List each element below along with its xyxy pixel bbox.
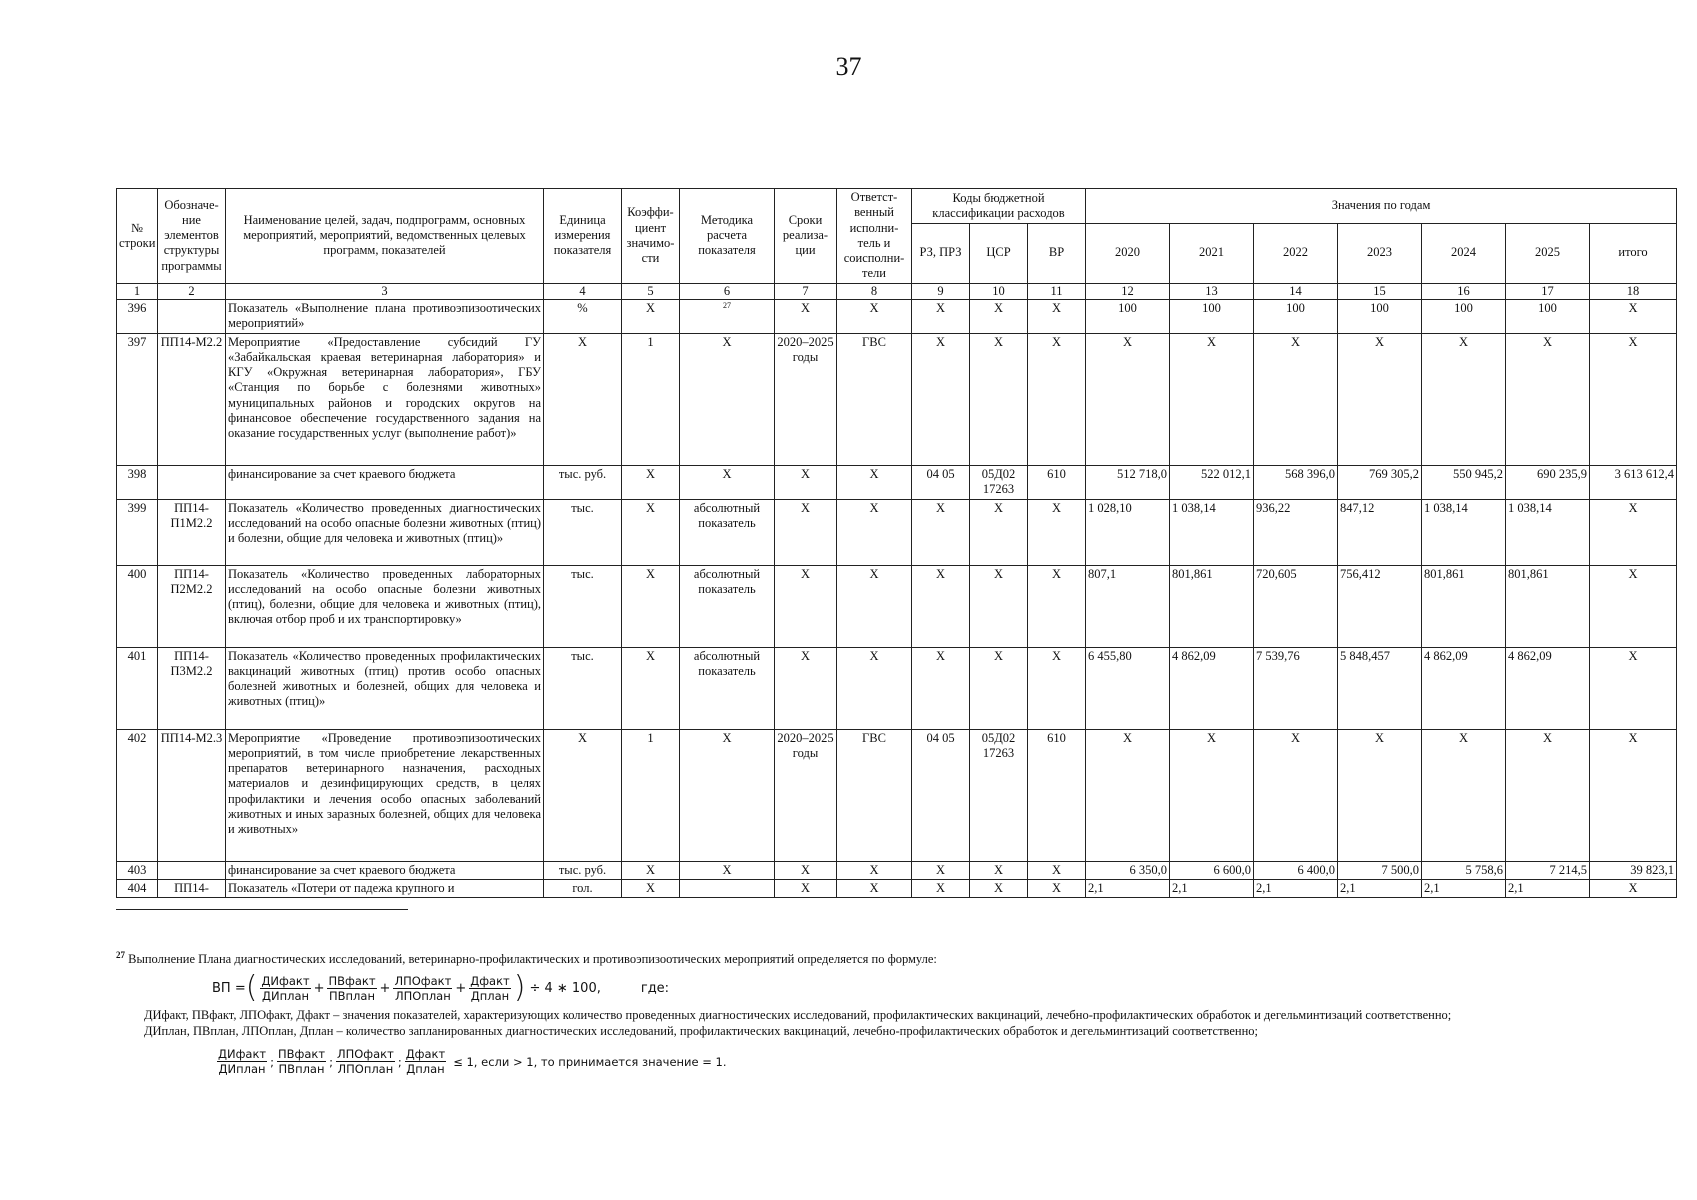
total-value: X bbox=[1590, 879, 1677, 897]
header-year: 2025 bbox=[1506, 223, 1590, 283]
year-value: 1 038,14 bbox=[1170, 499, 1254, 565]
fraction: $\frac{\text{ПВфакт}}{\text{ПВплан}}$ bbox=[278, 1047, 326, 1076]
header-total: итого bbox=[1590, 223, 1677, 283]
element-code: ПП14- bbox=[158, 879, 226, 897]
fraction: $\frac{\text{Дфакт}}{\text{Дплан}}$ bbox=[470, 973, 510, 1003]
term: X bbox=[775, 879, 837, 897]
header-year-values: Значения по годам bbox=[1086, 189, 1677, 224]
responsible: X bbox=[837, 879, 912, 897]
fraction: $\frac{\text{ЛПОфакт}}{\text{ЛПОплан}}$ bbox=[336, 1047, 394, 1076]
fraction: $\frac{\text{ЛПОфакт}}{\text{ЛПОплан}}$ bbox=[394, 973, 452, 1003]
year-value: 801,861 bbox=[1170, 565, 1254, 647]
header-csr: ЦСР bbox=[970, 223, 1028, 283]
coefficient: X bbox=[622, 861, 680, 879]
year-value: 1 038,14 bbox=[1506, 499, 1590, 565]
term: X bbox=[775, 465, 837, 499]
row-number: 400 bbox=[117, 565, 158, 647]
condition-formula: $\frac{\text{ДИфакт}}{\text{ДИплан}}$ ; $\frac{\text{ПВфакт}}{\text{ПВплан}}$ ; $\frac{\text{ЛПОфакт}}{\text{ЛПОплан}}$ ; $\frac{\text{Дфакт}}{\text{Дплан}}$ ≤ 1, если > 1, то принимается значение = 1. bbox=[218, 1047, 727, 1076]
element-code bbox=[158, 465, 226, 499]
column-number: 8 bbox=[837, 283, 912, 299]
year-value: 2,1 bbox=[1086, 879, 1170, 897]
term: X bbox=[775, 565, 837, 647]
year-value: 100 bbox=[1170, 299, 1254, 333]
year-value: 2,1 bbox=[1422, 879, 1506, 897]
csr-code: X bbox=[970, 879, 1028, 897]
coefficient: X bbox=[622, 299, 680, 333]
coefficient: X bbox=[622, 879, 680, 897]
column-number: 9 bbox=[912, 283, 970, 299]
coefficient: X bbox=[622, 565, 680, 647]
responsible: X bbox=[837, 499, 912, 565]
coefficient: X bbox=[622, 499, 680, 565]
element-code: ПП14-П1М2.2 bbox=[158, 499, 226, 565]
total-value: X bbox=[1590, 729, 1677, 861]
table-row bbox=[117, 647, 1677, 729]
responsible: ГВС bbox=[837, 333, 912, 465]
header-year: 2023 bbox=[1338, 223, 1422, 283]
year-value: 512 718,0 bbox=[1086, 465, 1170, 499]
year-value: X bbox=[1422, 333, 1506, 465]
vr-code: X bbox=[1028, 879, 1086, 897]
column-number: 17 bbox=[1506, 283, 1590, 299]
year-value: X bbox=[1506, 729, 1590, 861]
header-rz: РЗ, ПРЗ bbox=[912, 223, 970, 283]
year-value: 5 758,6 bbox=[1422, 861, 1506, 879]
year-value: 1 028,10 bbox=[1086, 499, 1170, 565]
formula-where: где: bbox=[640, 980, 670, 996]
header-year: 2024 bbox=[1422, 223, 1506, 283]
year-value: X bbox=[1170, 333, 1254, 465]
year-value: 7 214,5 bbox=[1506, 861, 1590, 879]
fraction: $\frac{\text{Дфакт}}{\text{Дплан}}$ bbox=[405, 1047, 446, 1076]
method: X bbox=[680, 465, 775, 499]
responsible: X bbox=[837, 565, 912, 647]
rz-code: 04 05 bbox=[912, 465, 970, 499]
year-value: 2,1 bbox=[1254, 879, 1338, 897]
explanation-fact: ДИфакт, ПВфакт, ЛПОфакт, Дфакт – значения показателей, характеризующих количество проведенных диагностических исследований, профилактических вакцинаций, лечебно-профилактических обработок и дегельминтизаций соответственно; bbox=[144, 1008, 1452, 1022]
year-value: X bbox=[1086, 729, 1170, 861]
year-value: X bbox=[1254, 729, 1338, 861]
column-number: 18 bbox=[1590, 283, 1677, 299]
method: абсолютный показатель bbox=[680, 499, 775, 565]
item-name: Показатель «Выполнение плана противоэпизоотических мероприятий» bbox=[226, 299, 544, 333]
year-value: 807,1 bbox=[1086, 565, 1170, 647]
vr-code: 610 bbox=[1028, 465, 1086, 499]
header-responsible: Ответст-венный исполни-тель и соисполни-тели bbox=[837, 189, 912, 284]
column-number: 4 bbox=[544, 283, 622, 299]
responsible: X bbox=[837, 299, 912, 333]
year-value: 936,22 bbox=[1254, 499, 1338, 565]
total-value: 3 613 612,4 bbox=[1590, 465, 1677, 499]
header-row-number: № строки bbox=[117, 189, 158, 284]
vr-code: X bbox=[1028, 647, 1086, 729]
coefficient: X bbox=[622, 465, 680, 499]
term: X bbox=[775, 299, 837, 333]
method bbox=[680, 299, 775, 333]
total-value: 39 823,1 bbox=[1590, 861, 1677, 879]
header-element-code: Обозначе-ние элементов структуры программы bbox=[158, 189, 226, 284]
header-year: 2021 bbox=[1170, 223, 1254, 283]
column-number: 12 bbox=[1086, 283, 1170, 299]
year-value: 4 862,09 bbox=[1170, 647, 1254, 729]
year-value: 2,1 bbox=[1506, 879, 1590, 897]
page-number: 37 bbox=[835, 52, 862, 81]
column-number: 5 bbox=[622, 283, 680, 299]
formula-tail: ÷ 4 ∗ 100, bbox=[529, 980, 601, 996]
year-value: 6 455,80 bbox=[1086, 647, 1170, 729]
csr-code: X bbox=[970, 299, 1028, 333]
responsible: X bbox=[837, 465, 912, 499]
method: X bbox=[680, 729, 775, 861]
year-value: 5 848,457 bbox=[1338, 647, 1422, 729]
column-number: 16 bbox=[1422, 283, 1506, 299]
term: X bbox=[775, 861, 837, 879]
column-number: 7 bbox=[775, 283, 837, 299]
table-row bbox=[117, 499, 1677, 565]
year-value: 6 400,0 bbox=[1254, 861, 1338, 879]
item-name: Мероприятие «Проведение противоэпизоотических мероприятий, в том числе приобретение лекарственных препаратов ветеринарного назначения, расходных материалов и дезинфицирующих средств, в целях профилактики и лечения особо опасных заболеваний животных и иных заразных болезней, общих для человека и животных» bbox=[226, 729, 544, 861]
column-number: 3 bbox=[226, 283, 544, 299]
fraction: $\frac{\text{ДИфакт}}{\text{ДИплан}}$ bbox=[218, 1047, 267, 1076]
year-value: 100 bbox=[1506, 299, 1590, 333]
total-value: X bbox=[1590, 333, 1677, 465]
unit: тыс. bbox=[544, 499, 622, 565]
term: 2020–2025 годы bbox=[775, 729, 837, 861]
row-number: 398 bbox=[117, 465, 158, 499]
year-value: 6 600,0 bbox=[1170, 861, 1254, 879]
rz-code: X bbox=[912, 879, 970, 897]
header-name: Наименование целей, задач, подпрограмм, основных мероприятий, мероприятий, ведомственных целевых программ, показателей bbox=[226, 189, 544, 284]
total-value: X bbox=[1590, 565, 1677, 647]
column-number-row bbox=[117, 283, 1677, 299]
year-value: X bbox=[1170, 729, 1254, 861]
element-code bbox=[158, 861, 226, 879]
header-method: Методика расчета показателя bbox=[680, 189, 775, 284]
year-value: 801,861 bbox=[1422, 565, 1506, 647]
csr-code: X bbox=[970, 861, 1028, 879]
vr-code: X bbox=[1028, 861, 1086, 879]
header-coefficient: Коэффи-циент значимо-сти bbox=[622, 189, 680, 284]
item-name: Показатель «Количество проведенных лабораторных исследований на особо опасные болезни животных (птиц), болезни, общие для человека и животных (птиц), включая отбор проб и их транспортировку» bbox=[226, 565, 544, 647]
csr-code: X bbox=[970, 333, 1028, 465]
coefficient: 1 bbox=[622, 333, 680, 465]
fraction: $\frac{\text{ДИфакт}}{\text{ДИплан}}$ bbox=[261, 973, 310, 1003]
row-number: 401 bbox=[117, 647, 158, 729]
indicators-table bbox=[116, 188, 1677, 898]
year-value: 6 350,0 bbox=[1086, 861, 1170, 879]
year-value: 2,1 bbox=[1170, 879, 1254, 897]
unit: % bbox=[544, 299, 622, 333]
element-code: ПП14-П3М2.2 bbox=[158, 647, 226, 729]
row-number: 399 bbox=[117, 499, 158, 565]
unit: тыс. руб. bbox=[544, 861, 622, 879]
footnote-ref: 27 bbox=[723, 300, 731, 310]
row-number: 403 bbox=[117, 861, 158, 879]
header-term: Сроки реализа-ции bbox=[775, 189, 837, 284]
header-year: 2022 bbox=[1254, 223, 1338, 283]
year-value: 720,605 bbox=[1254, 565, 1338, 647]
unit: тыс. bbox=[544, 647, 622, 729]
responsible: X bbox=[837, 861, 912, 879]
vr-code: X bbox=[1028, 565, 1086, 647]
table-row bbox=[117, 861, 1677, 879]
item-name: Показатель «Потери от падежа крупного и bbox=[226, 879, 544, 897]
rz-code: X bbox=[912, 647, 970, 729]
year-value: X bbox=[1086, 333, 1170, 465]
year-value: 7 500,0 bbox=[1338, 861, 1422, 879]
header-vr: ВР bbox=[1028, 223, 1086, 283]
method: X bbox=[680, 333, 775, 465]
csr-code: X bbox=[970, 565, 1028, 647]
row-number: 396 bbox=[117, 299, 158, 333]
year-value: 2,1 bbox=[1338, 879, 1422, 897]
method: абсолютный показатель bbox=[680, 565, 775, 647]
explanation-plan: ДИплан, ПВплан, ЛПОплан, Дплан – количество запланированных диагностических исследований, профилактических вакцинаций, лечебно-профилактических обработок и дегельминтизаций соответственно; bbox=[144, 1024, 1259, 1039]
column-number: 6 bbox=[680, 283, 775, 299]
column-number: 13 bbox=[1170, 283, 1254, 299]
year-value: 100 bbox=[1338, 299, 1422, 333]
year-value: 100 bbox=[1254, 299, 1338, 333]
element-code bbox=[158, 299, 226, 333]
year-value: 4 862,09 bbox=[1506, 647, 1590, 729]
row-number: 397 bbox=[117, 333, 158, 465]
column-number: 11 bbox=[1028, 283, 1086, 299]
csr-code: 05Д02 17263 bbox=[970, 465, 1028, 499]
item-name: Мероприятие «Предоставление субсидий ГУ «Забайкальская краевая ветеринарная лаборатория» и КГУ «Окружная ветеринарная лаборатория», ГБУ «Станция по борьбе с болезнями животных» муниципальных районов и городских округов на финансовое обеспечение государственного задания на оказание государственных услуг (выполнение работ)» bbox=[226, 333, 544, 465]
vr-code: X bbox=[1028, 499, 1086, 565]
footnote bbox=[116, 950, 1676, 967]
item-name: финансирование за счет краевого бюджета bbox=[226, 465, 544, 499]
year-value: 1 038,14 bbox=[1422, 499, 1506, 565]
csr-code: X bbox=[970, 499, 1028, 565]
year-value: X bbox=[1422, 729, 1506, 861]
year-value: 522 012,1 bbox=[1170, 465, 1254, 499]
year-value: 7 539,76 bbox=[1254, 647, 1338, 729]
formula-lhs: ВП = bbox=[212, 980, 246, 996]
item-name: Показатель «Количество проведенных диагностических исследований на особо опасные болезни животных (птиц) и болезни, общие для человека и животных (птиц)» bbox=[226, 499, 544, 565]
vr-code: X bbox=[1028, 299, 1086, 333]
footnote-mark: 27 bbox=[116, 950, 125, 960]
total-value: X bbox=[1590, 299, 1677, 333]
rz-code: X bbox=[912, 333, 970, 465]
year-value: 100 bbox=[1422, 299, 1506, 333]
total-value: X bbox=[1590, 647, 1677, 729]
table-row bbox=[117, 729, 1677, 861]
responsible: ГВС bbox=[837, 729, 912, 861]
unit: X bbox=[544, 333, 622, 465]
year-value: 690 235,9 bbox=[1506, 465, 1590, 499]
footnote-separator bbox=[116, 909, 408, 910]
method bbox=[680, 879, 775, 897]
formula: ВП = ( $\frac{\text{ДИфакт}}{\text{ДИплан}}$ + $\frac{\text{ПВфакт}}{\text{ПВплан}}$ + $\frac{\text{ЛПОфакт}}{\text{ЛПОплан}}$ + $\frac{\text{Дфакт}}{\text{Дплан}}$ ) ÷ 4 ∗ 100, где: bbox=[212, 970, 670, 1005]
responsible: X bbox=[837, 647, 912, 729]
year-value: X bbox=[1506, 333, 1590, 465]
year-value: 4 862,09 bbox=[1422, 647, 1506, 729]
table-row bbox=[117, 879, 1677, 897]
year-value: 769 305,2 bbox=[1338, 465, 1422, 499]
element-code: ПП14-М2.3 bbox=[158, 729, 226, 861]
row-number: 402 bbox=[117, 729, 158, 861]
coefficient: X bbox=[622, 647, 680, 729]
unit: тыс. bbox=[544, 565, 622, 647]
rz-code: X bbox=[912, 861, 970, 879]
element-code: ПП14-П2М2.2 bbox=[158, 565, 226, 647]
unit: тыс. руб. bbox=[544, 465, 622, 499]
csr-code: 05Д02 17263 bbox=[970, 729, 1028, 861]
term: X bbox=[775, 647, 837, 729]
rz-code: X bbox=[912, 499, 970, 565]
element-code: ПП14-М2.2 bbox=[158, 333, 226, 465]
year-value: 568 396,0 bbox=[1254, 465, 1338, 499]
header-unit: Единица измерения показателя bbox=[544, 189, 622, 284]
condition-text: ≤ 1, если > 1, то принимается значение = 1. bbox=[453, 1054, 727, 1069]
header-budget-codes: Коды бюджетной классификации расходов bbox=[912, 189, 1086, 224]
column-number: 14 bbox=[1254, 283, 1338, 299]
year-value: 756,412 bbox=[1338, 565, 1422, 647]
csr-code: X bbox=[970, 647, 1028, 729]
year-value: X bbox=[1338, 333, 1422, 465]
term: 2020–2025 годы bbox=[775, 333, 837, 465]
column-number: 1 bbox=[117, 283, 158, 299]
table-row bbox=[117, 565, 1677, 647]
item-name: финансирование за счет краевого бюджета bbox=[226, 861, 544, 879]
footnote-text: Выполнение Плана диагностических исследований, ветеринарно-профилактических и противоэпизоотических мероприятий определяется по формуле: bbox=[128, 952, 937, 967]
column-number: 10 bbox=[970, 283, 1028, 299]
row-number: 404 bbox=[117, 879, 158, 897]
coefficient: 1 bbox=[622, 729, 680, 861]
table-row bbox=[117, 465, 1677, 499]
table-row bbox=[117, 333, 1677, 465]
column-number: 2 bbox=[158, 283, 226, 299]
table-row bbox=[117, 299, 1677, 333]
unit: гол. bbox=[544, 879, 622, 897]
year-value: X bbox=[1338, 729, 1422, 861]
term: X bbox=[775, 499, 837, 565]
rz-code: 04 05 bbox=[912, 729, 970, 861]
vr-code: X bbox=[1028, 333, 1086, 465]
fraction: $\frac{\text{ПВфакт}}{\text{ПВплан}}$ bbox=[328, 973, 376, 1003]
vr-code: 610 bbox=[1028, 729, 1086, 861]
method: абсолютный показатель bbox=[680, 647, 775, 729]
footnote-explanation bbox=[144, 1007, 1674, 1040]
year-value: 550 945,2 bbox=[1422, 465, 1506, 499]
unit: X bbox=[544, 729, 622, 861]
header-year: 2020 bbox=[1086, 223, 1170, 283]
year-value: 801,861 bbox=[1506, 565, 1590, 647]
year-value: 100 bbox=[1086, 299, 1170, 333]
rz-code: X bbox=[912, 299, 970, 333]
rz-code: X bbox=[912, 565, 970, 647]
method: X bbox=[680, 861, 775, 879]
column-number: 15 bbox=[1338, 283, 1422, 299]
item-name: Показатель «Количество проведенных профилактических вакцинаций животных (птиц) против особо опасных болезней животных и болезней, общих для человека и животных (птиц)» bbox=[226, 647, 544, 729]
total-value: X bbox=[1590, 499, 1677, 565]
year-value: 847,12 bbox=[1338, 499, 1422, 565]
year-value: X bbox=[1254, 333, 1338, 465]
